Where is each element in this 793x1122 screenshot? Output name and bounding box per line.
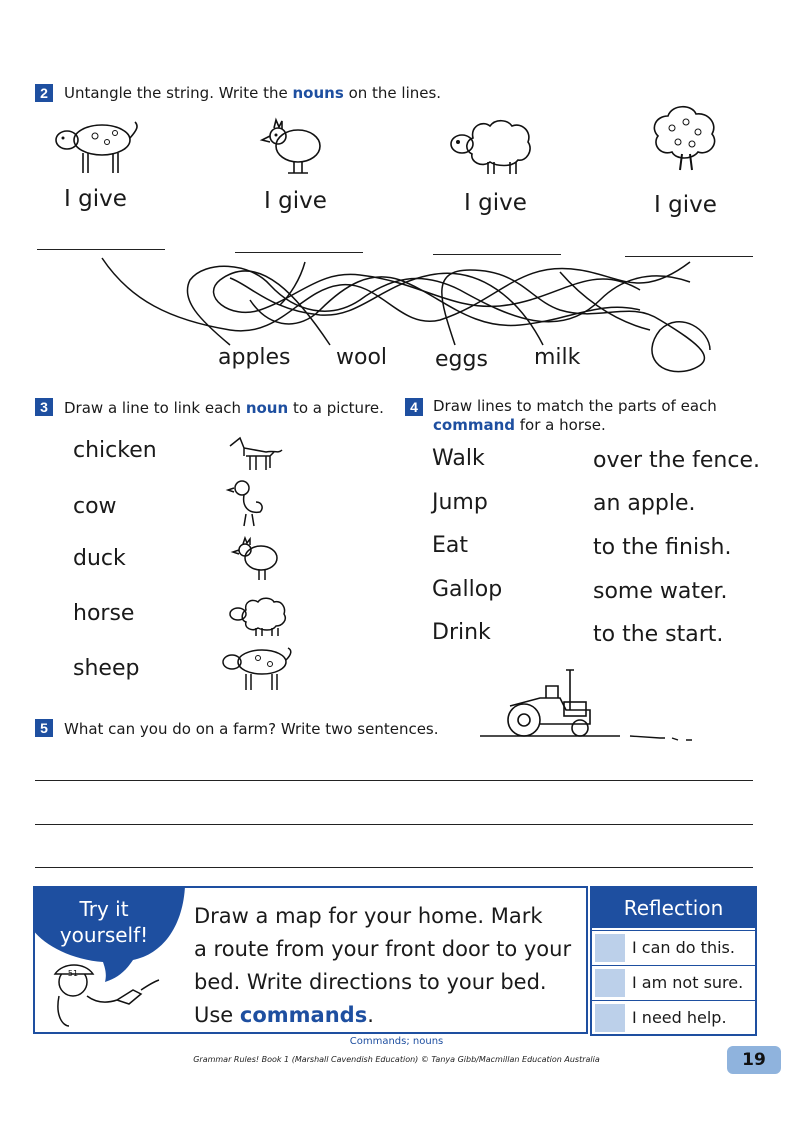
reflection-row-need-help[interactable]: I need help.: [592, 1000, 755, 1035]
prompt-2: I give: [264, 188, 327, 214]
noun-duck[interactable]: duck: [73, 546, 126, 571]
tangled-string-icon: [0, 0, 793, 400]
reflection-title: Reflection: [592, 888, 755, 928]
prompt-1: I give: [64, 186, 127, 212]
command-left-gallop[interactable]: Gallop: [432, 577, 503, 602]
command-right-3[interactable]: to the finish.: [593, 535, 732, 560]
section-2-number: 2: [35, 84, 53, 102]
word-eggs: eggs: [435, 347, 488, 372]
word-wool: wool: [336, 345, 388, 370]
noun-cow[interactable]: cow: [73, 494, 117, 519]
page-number: 19: [727, 1046, 781, 1074]
section-4-instruction-line1: Draw lines to match the parts of each: [433, 397, 717, 415]
command-right-2[interactable]: an apple.: [593, 491, 696, 516]
section-5-instruction: What can you do on a farm? Write two sentences.: [64, 720, 439, 738]
horse-icon[interactable]: [226, 434, 286, 474]
svg-text:51: 51: [67, 969, 79, 978]
duck-icon[interactable]: [228, 478, 268, 530]
reflection-row-can-do[interactable]: I can do this.: [592, 930, 755, 965]
chicken-small-icon[interactable]: [231, 536, 283, 584]
footer-credit: Grammar Rules! Book 1 (Marshall Cavendish Education) © Tanya Gibb/Macmillan Education Australia: [193, 1055, 600, 1064]
section-2-instruction: Untangle the string. Write the nouns on the lines.: [64, 84, 442, 102]
command-left-drink[interactable]: Drink: [432, 620, 491, 645]
footer-topic: Commands; nouns: [349, 1036, 444, 1047]
sentence-line-2[interactable]: [35, 824, 753, 825]
noun-sheep[interactable]: sheep: [73, 656, 140, 681]
try-it-badge-text: Try it yourself!: [59, 897, 149, 947]
cow-small-icon[interactable]: [222, 644, 294, 694]
command-left-jump[interactable]: Jump: [432, 490, 488, 515]
word-apples: apples: [218, 345, 291, 370]
bear-sad-icon: [595, 1004, 625, 1032]
word-milk: milk: [534, 345, 581, 370]
command-right-4[interactable]: some water.: [593, 579, 728, 604]
command-right-5[interactable]: to the start.: [593, 622, 724, 647]
try-it-instructions: Draw a map for your home. Mark a route from your front door to your bed. Write directions to your bed. Use commands.: [194, 904, 572, 1027]
reflection-row-not-sure[interactable]: I am not sure.: [592, 965, 755, 1000]
noun-chicken[interactable]: chicken: [73, 438, 157, 463]
prompt-4: I give: [654, 192, 717, 218]
section-4-number: 4: [405, 398, 423, 416]
reflection-panel: [590, 886, 757, 1036]
sentence-line-1[interactable]: [35, 780, 753, 781]
sheep-small-icon[interactable]: [228, 596, 288, 638]
noun-horse[interactable]: horse: [73, 601, 135, 626]
section-4-instruction-line2: command for a horse.: [433, 416, 606, 434]
bear-unsure-icon: [595, 969, 625, 997]
bear-happy-icon: [595, 934, 625, 962]
command-right-1[interactable]: over the fence.: [593, 448, 760, 473]
tractor-icon: [480, 668, 710, 744]
section-3-instruction: Draw a line to link each noun to a picture.: [64, 399, 384, 417]
command-left-eat[interactable]: Eat: [432, 533, 469, 558]
prompt-3: I give: [464, 190, 527, 216]
section-5-number: 5: [35, 719, 53, 737]
sentence-line-3[interactable]: [35, 867, 753, 868]
command-left-walk[interactable]: Walk: [432, 446, 485, 471]
section-3-number: 3: [35, 398, 53, 416]
